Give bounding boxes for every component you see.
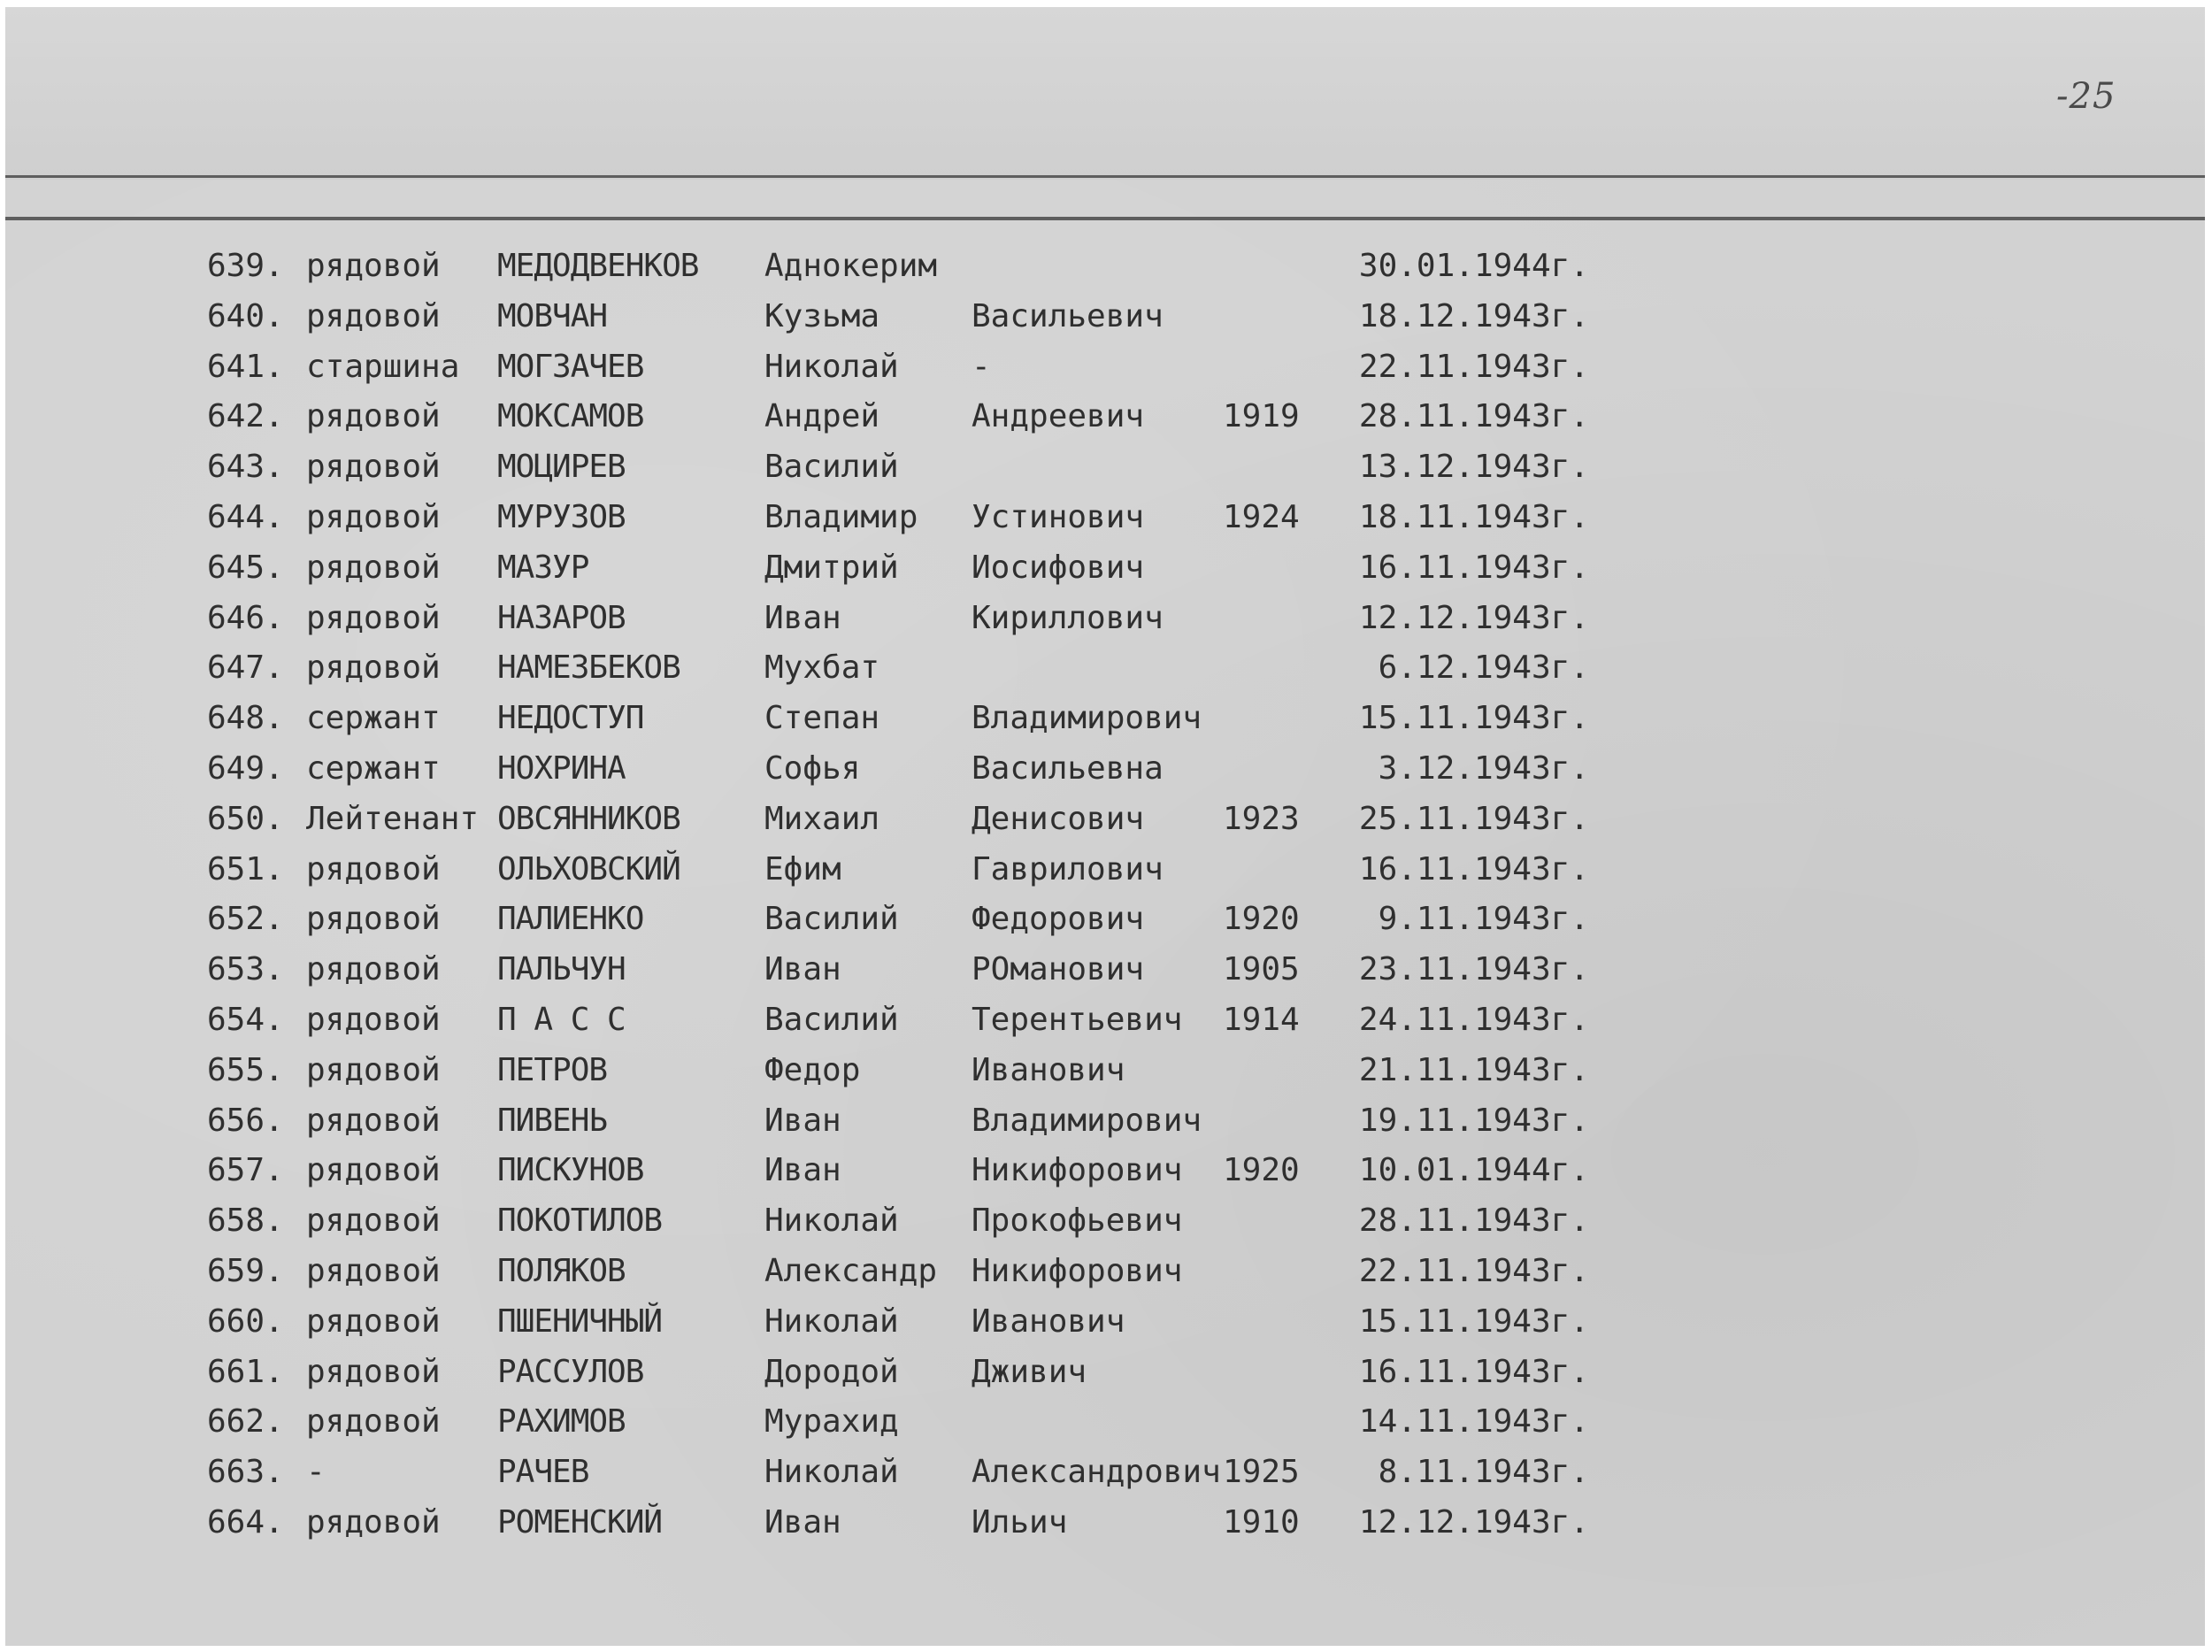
record-row xyxy=(5,646,1686,690)
record-first-name: Василий xyxy=(764,1002,899,1038)
record-row xyxy=(5,1149,1686,1193)
record-row xyxy=(5,1199,1686,1243)
record-row xyxy=(5,747,1686,791)
record-rank: сержант xyxy=(306,700,441,736)
record-rank: рядовой xyxy=(306,951,441,987)
record-rank: рядовой xyxy=(306,1002,441,1038)
record-row xyxy=(5,345,1686,389)
record-number: 662. xyxy=(207,1403,284,1440)
record-birth-year: 1923 xyxy=(1223,801,1300,837)
record-number: 650. xyxy=(207,801,284,837)
record-row xyxy=(5,948,1686,992)
record-rank: Лейтенант xyxy=(306,801,480,837)
record-last-name: ПОКОТИЛОВ xyxy=(497,1203,663,1239)
record-number: 642. xyxy=(207,398,284,434)
record-first-name: Аднокерим xyxy=(764,248,938,284)
record-date: 15.11.1943г. xyxy=(1358,700,1589,736)
record-last-name: МЕДОДВЕНКОВ xyxy=(497,248,699,284)
record-last-name: ПАЛИЕНКО xyxy=(497,901,644,937)
record-patronymic: РОманович xyxy=(972,951,1145,987)
record-date: 12.12.1943г. xyxy=(1358,1504,1589,1541)
record-date: 21.11.1943г. xyxy=(1358,1052,1589,1088)
record-patronymic: Гаврилович xyxy=(972,851,1164,887)
record-number: 653. xyxy=(207,951,284,987)
record-first-name: Дородой xyxy=(764,1354,899,1390)
record-first-name: Михаил xyxy=(764,801,880,837)
record-date: 28.11.1943г. xyxy=(1358,1203,1589,1239)
record-last-name: МОЦИРЕВ xyxy=(497,449,626,485)
record-first-name: Александр xyxy=(764,1253,938,1289)
record-patronymic: Устинович xyxy=(972,499,1145,535)
record-date: 18.12.1943г. xyxy=(1358,298,1589,334)
record-last-name: МОКСАМОВ xyxy=(497,398,644,434)
record-first-name: Николай xyxy=(764,1454,899,1490)
record-first-name: Андрей xyxy=(764,398,880,434)
record-row xyxy=(5,596,1686,641)
record-last-name: ОЛЬХОВСКИЙ xyxy=(497,851,680,887)
record-first-name: Мухбат xyxy=(764,649,880,686)
record-last-name: ПШЕНИЧНЫЙ xyxy=(497,1303,663,1340)
record-last-name: МУРУЗОВ xyxy=(497,499,626,535)
record-patronymic: Васильевич xyxy=(972,298,1164,334)
record-birth-year: 1924 xyxy=(1223,499,1300,535)
record-first-name: Василий xyxy=(764,901,899,937)
record-patronymic: Дживич xyxy=(972,1354,1087,1390)
record-number: 648. xyxy=(207,700,284,736)
record-row xyxy=(5,797,1686,841)
record-first-name: Иван xyxy=(764,600,841,636)
record-row xyxy=(5,1450,1686,1494)
record-date: 9.11.1943г. xyxy=(1378,901,1589,937)
page-number: -25 xyxy=(2056,76,2116,117)
record-birth-year: 1925 xyxy=(1223,1454,1300,1490)
record-last-name: РАССУЛОВ xyxy=(497,1354,644,1390)
record-number: 643. xyxy=(207,449,284,485)
record-row xyxy=(5,1249,1686,1294)
document-sheet xyxy=(5,7,2205,1646)
record-number: 647. xyxy=(207,649,284,686)
record-patronymic: Владимирович xyxy=(972,700,1202,736)
record-row xyxy=(5,848,1686,892)
record-patronymic: Иосифович xyxy=(972,549,1145,586)
record-number: 657. xyxy=(207,1152,284,1188)
record-rank: старшина xyxy=(306,349,460,385)
record-last-name: РОМЕНСКИЙ xyxy=(497,1504,663,1541)
record-last-name: РАЧЕВ xyxy=(497,1454,589,1490)
record-number: 660. xyxy=(207,1303,284,1340)
record-number: 654. xyxy=(207,1002,284,1038)
record-rank: рядовой xyxy=(306,1303,441,1340)
record-number: 645. xyxy=(207,549,284,586)
record-last-name: РАХИМОВ xyxy=(497,1403,626,1440)
record-last-name: НАЗАРОВ xyxy=(497,600,626,636)
record-rank: рядовой xyxy=(306,1504,441,1541)
record-row xyxy=(5,1501,1686,1545)
record-date: 19.11.1943г. xyxy=(1358,1103,1589,1139)
record-rank: рядовой xyxy=(306,499,441,535)
record-last-name: ПИСКУНОВ xyxy=(497,1152,644,1188)
record-first-name: Иван xyxy=(764,1504,841,1541)
record-number: 640. xyxy=(207,298,284,334)
record-row xyxy=(5,696,1686,741)
record-rank: рядовой xyxy=(306,1354,441,1390)
record-rank: рядовой xyxy=(306,1103,441,1139)
record-rank: рядовой xyxy=(306,549,441,586)
record-row xyxy=(5,1300,1686,1344)
record-date: 15.11.1943г. xyxy=(1358,1303,1589,1340)
record-date: 12.12.1943г. xyxy=(1358,600,1589,636)
record-row xyxy=(5,998,1686,1042)
record-rank: рядовой xyxy=(306,1253,441,1289)
record-number: 641. xyxy=(207,349,284,385)
record-patronymic: Андреевич xyxy=(972,398,1145,434)
records-list xyxy=(5,7,2205,1646)
record-rank: рядовой xyxy=(306,851,441,887)
record-rank: рядовой xyxy=(306,1403,441,1440)
record-first-name: Николай xyxy=(764,1203,899,1239)
record-patronymic: Кириллович xyxy=(972,600,1164,636)
record-number: 639. xyxy=(207,248,284,284)
record-number: 664. xyxy=(207,1504,284,1541)
record-patronymic: Иванович xyxy=(972,1303,1125,1340)
record-last-name: МАЗУР xyxy=(497,549,589,586)
record-first-name: Иван xyxy=(764,1152,841,1188)
record-first-name: Иван xyxy=(764,951,841,987)
record-date: 22.11.1943г. xyxy=(1358,349,1589,385)
record-last-name: НАМЕЗБЕКОВ xyxy=(497,649,680,686)
record-patronymic: Александрович xyxy=(972,1454,1221,1490)
record-first-name: Ефим xyxy=(764,851,841,887)
record-row xyxy=(5,445,1686,489)
record-patronymic: Никифорович xyxy=(972,1253,1183,1289)
record-first-name: Федор xyxy=(764,1052,861,1088)
record-date: 23.11.1943г. xyxy=(1358,951,1589,987)
record-patronymic: Прокофьевич xyxy=(972,1203,1183,1239)
record-patronymic: Ильич xyxy=(972,1504,1068,1541)
record-date: 14.11.1943г. xyxy=(1358,1403,1589,1440)
record-rank: - xyxy=(306,1454,326,1490)
record-rank: рядовой xyxy=(306,649,441,686)
record-row xyxy=(5,546,1686,590)
record-first-name: Василий xyxy=(764,449,899,485)
record-rank: рядовой xyxy=(306,248,441,284)
record-patronymic: Васильевна xyxy=(972,750,1164,787)
record-date: 13.12.1943г. xyxy=(1358,449,1589,485)
record-last-name: ПАЛЬЧУН xyxy=(497,951,626,987)
record-first-name: Николай xyxy=(764,1303,899,1340)
record-first-name: Владимир xyxy=(764,499,918,535)
record-date: 16.11.1943г. xyxy=(1358,1354,1589,1390)
record-patronymic: Терентьевич xyxy=(972,1002,1183,1038)
record-number: 646. xyxy=(207,600,284,636)
record-row xyxy=(5,1400,1686,1444)
record-row xyxy=(5,244,1686,288)
record-rank: рядовой xyxy=(306,1203,441,1239)
record-patronymic: Денисович xyxy=(972,801,1145,837)
record-row xyxy=(5,395,1686,439)
record-birth-year: 1914 xyxy=(1223,1002,1300,1038)
record-row xyxy=(5,1350,1686,1395)
record-number: 652. xyxy=(207,901,284,937)
record-row xyxy=(5,1049,1686,1093)
record-date: 16.11.1943г. xyxy=(1358,549,1589,586)
record-last-name: МОГЗАЧЕВ xyxy=(497,349,644,385)
record-birth-year: 1920 xyxy=(1223,901,1300,937)
record-first-name: Кузьма xyxy=(764,298,880,334)
record-number: 656. xyxy=(207,1103,284,1139)
record-patronymic: Никифорович xyxy=(972,1152,1183,1188)
record-number: 658. xyxy=(207,1203,284,1239)
record-birth-year: 1905 xyxy=(1223,951,1300,987)
record-row xyxy=(5,1099,1686,1143)
record-birth-year: 1919 xyxy=(1223,398,1300,434)
record-number: 649. xyxy=(207,750,284,787)
record-rank: рядовой xyxy=(306,398,441,434)
record-number: 644. xyxy=(207,499,284,535)
record-rank: рядовой xyxy=(306,1052,441,1088)
record-rank: рядовой xyxy=(306,1152,441,1188)
record-last-name: ПОЛЯКОВ xyxy=(497,1253,626,1289)
record-date: 25.11.1943г. xyxy=(1358,801,1589,837)
record-first-name: Степан xyxy=(764,700,880,736)
record-patronymic: Владимирович xyxy=(972,1103,1202,1139)
record-date: 6.12.1943г. xyxy=(1378,649,1589,686)
record-rank: рядовой xyxy=(306,298,441,334)
record-number: 655. xyxy=(207,1052,284,1088)
record-birth-year: 1920 xyxy=(1223,1152,1300,1188)
record-last-name: НЕДОСТУП xyxy=(497,700,644,736)
record-first-name: Дмитрий xyxy=(764,549,899,586)
record-number: 659. xyxy=(207,1253,284,1289)
record-patronymic: Иванович xyxy=(972,1052,1125,1088)
record-number: 651. xyxy=(207,851,284,887)
record-patronymic: - xyxy=(972,349,991,385)
record-last-name: ПЕТРОВ xyxy=(497,1052,608,1088)
record-rank: сержант xyxy=(306,750,441,787)
record-number: 663. xyxy=(207,1454,284,1490)
record-last-name: ПИВЕНЬ xyxy=(497,1103,608,1139)
record-date: 3.12.1943г. xyxy=(1378,750,1589,787)
record-date: 10.01.1944г. xyxy=(1358,1152,1589,1188)
record-date: 18.11.1943г. xyxy=(1358,499,1589,535)
record-first-name: Мурахид xyxy=(764,1403,899,1440)
record-number: 661. xyxy=(207,1354,284,1390)
record-rank: рядовой xyxy=(306,449,441,485)
record-last-name: МОВЧАН xyxy=(497,298,608,334)
record-date: 8.11.1943г. xyxy=(1378,1454,1589,1490)
record-last-name: НОХРИНА xyxy=(497,750,626,787)
record-rank: рядовой xyxy=(306,901,441,937)
record-first-name: Иван xyxy=(764,1103,841,1139)
record-patronymic: Федорович xyxy=(972,901,1145,937)
record-date: 16.11.1943г. xyxy=(1358,851,1589,887)
record-last-name: ОВСЯННИКОВ xyxy=(497,801,680,837)
record-row xyxy=(5,295,1686,339)
record-date: 22.11.1943г. xyxy=(1358,1253,1589,1289)
record-first-name: Николай xyxy=(764,349,899,385)
record-row xyxy=(5,496,1686,540)
record-first-name: Софья xyxy=(764,750,861,787)
record-last-name: П А С С xyxy=(497,1002,626,1038)
record-date: 30.01.1944г. xyxy=(1358,248,1589,284)
record-birth-year: 1910 xyxy=(1223,1504,1300,1541)
record-date: 24.11.1943г. xyxy=(1358,1002,1589,1038)
record-rank: рядовой xyxy=(306,600,441,636)
record-date: 28.11.1943г. xyxy=(1358,398,1589,434)
record-row xyxy=(5,897,1686,941)
